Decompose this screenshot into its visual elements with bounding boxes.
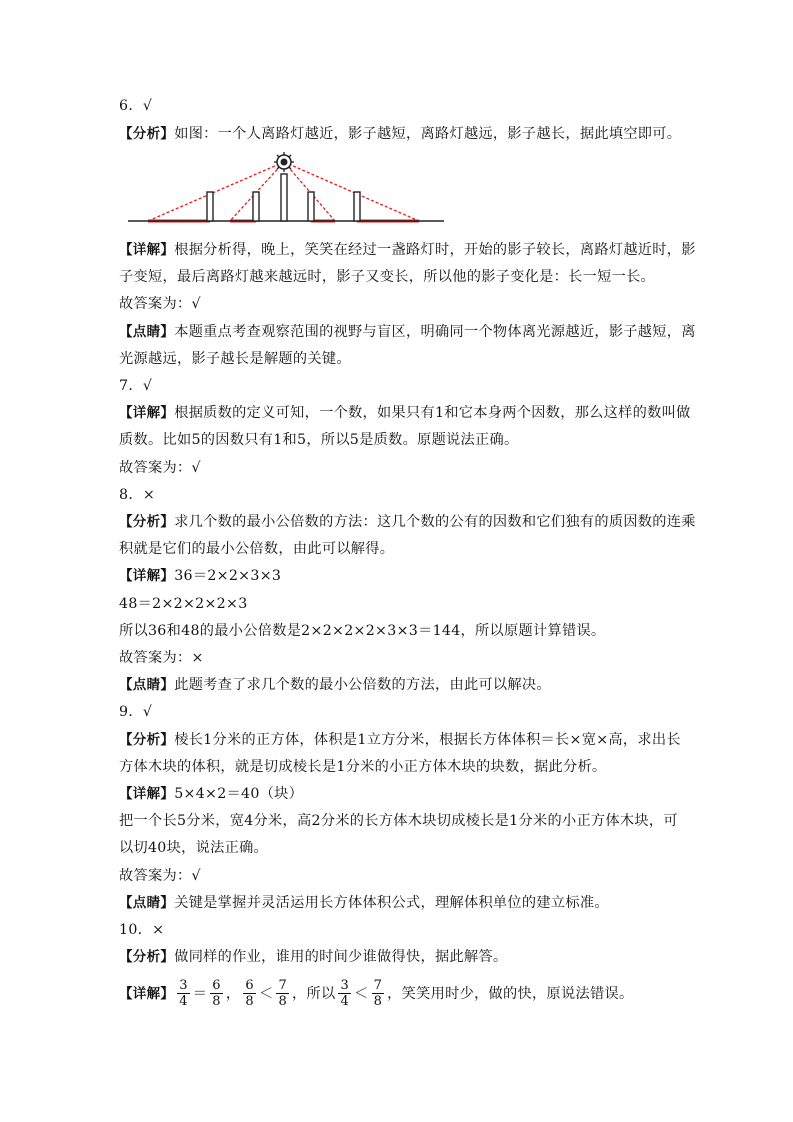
fraction <box>338 979 351 1008</box>
section-tag: 【点睛】 <box>119 677 175 693</box>
analysis-9-line1 <box>119 730 679 750</box>
line-text: 根据质数的定义可知，一个数，如果只有1和它本身两个因数，那么这样的数叫做 <box>174 405 691 421</box>
line-text: 故答案为：√ <box>119 868 201 884</box>
line-text: 关键是掌握并灵活运用长方体体积公式，理解体积单位的建立标准。 <box>174 895 609 911</box>
section-tag: 【分析】 <box>119 949 175 965</box>
answer-9 <box>119 702 679 722</box>
section-tag: 【详解】 <box>119 568 175 584</box>
denominator: 4 <box>340 994 350 1009</box>
numerator: 7 <box>278 978 288 993</box>
denominator: 8 <box>212 994 221 1009</box>
line-text: 36＝2×2×3×3 <box>174 568 282 584</box>
lamp-icon <box>274 152 294 172</box>
section-tag: 【详解】 <box>119 242 175 258</box>
detail-7-line2 <box>119 430 679 450</box>
line-text: 5×4×2＝40（块） <box>174 786 304 802</box>
denominator: 4 <box>179 994 188 1009</box>
line-text: 根据分析得，晚上，笑笑在经过一盏路灯时，开始的影子较长，离路灯越近时，影 <box>174 242 696 258</box>
line-text: 所以36和48的最小公倍数是2×2×2×2×3×3＝144，所以原题计算错误。 <box>119 623 606 639</box>
denominator: 8 <box>278 994 288 1009</box>
line-text: 故答案为：√ <box>119 296 201 312</box>
answer-line-7 <box>119 458 679 478</box>
fraction <box>243 979 256 1008</box>
line-text: 7．√ <box>119 378 153 394</box>
punctuation: ， <box>225 985 241 1002</box>
answer-line-8 <box>119 648 679 668</box>
section-tag: 【点睛】 <box>119 895 175 911</box>
line-text: 8．× <box>119 487 156 503</box>
figures <box>207 174 360 221</box>
numerator: 3 <box>179 978 188 993</box>
line-text: 48＝2×2×2×2×3 <box>119 596 248 612</box>
line-text: 如图：一个人离路灯越近，影子越短，离路灯越远，影子越长，据此填空即可。 <box>174 126 682 142</box>
numerator: 7 <box>373 978 383 993</box>
person-figure <box>308 192 314 221</box>
detail-10 <box>119 979 679 1008</box>
line-text: 质数。比如5的因数只有1和5，所以5是质数。原题说法正确。 <box>119 432 519 448</box>
line-text: 故答案为：√ <box>119 460 201 476</box>
line-text: 9．√ <box>119 704 153 720</box>
operator: ＝ <box>192 985 208 1002</box>
numerator: 6 <box>245 978 254 993</box>
answer-8 <box>119 485 679 505</box>
remark-8 <box>119 675 679 695</box>
section-tag: 【分析】 <box>119 514 175 530</box>
line-text: 10．× <box>119 922 165 938</box>
line-text: 以切40块，说法正确。 <box>119 840 269 856</box>
line-text: 本题重点考查观察范围的视野与盲区，明确同一个物体离光源越近，影子越短，离 <box>174 324 696 340</box>
section-tag: 【点睛】 <box>119 324 175 340</box>
detail-9-line2 <box>119 811 679 831</box>
line-text: 做同样的作业，谁用的时间少谁做得快，据此解答。 <box>174 949 508 965</box>
answer-line-9 <box>119 866 679 886</box>
section-tag: 【分析】 <box>119 126 175 142</box>
numerator: 3 <box>340 978 350 993</box>
line-text: 方体木块的体积，就是切成棱长是1分米的小正方体木块的块数，据此分析。 <box>119 759 607 775</box>
line-text: 积就是它们的最小公倍数，由此可以解得。 <box>119 541 395 557</box>
answer-7 <box>119 376 679 396</box>
operator: ＜ <box>354 985 369 1002</box>
analysis-6 <box>119 124 682 144</box>
line-text: 求几个数的最小公倍数的方法：这几个数的公有的因数和它们独有的质因数的连乘 <box>174 514 696 530</box>
section-tag: 【分析】 <box>119 732 175 748</box>
person-figure <box>253 192 259 221</box>
operator: ＜ <box>258 985 274 1002</box>
analysis-8-line1 <box>119 512 696 532</box>
fraction <box>372 979 385 1008</box>
line-text: 6．√ <box>119 98 153 114</box>
street-lamp-shadow-diagram <box>126 152 446 224</box>
detail-8-line1 <box>119 566 679 586</box>
fraction <box>177 979 190 1008</box>
remark-6-line2 <box>119 349 679 369</box>
remark-9 <box>119 893 679 913</box>
line-text: 把一个长5分米，宽4分米，高2分米的长方体木块切成棱长是1分米的小正方体木块，可 <box>119 813 678 829</box>
person-figure <box>354 192 360 221</box>
analysis-8-line2 <box>119 539 679 559</box>
analysis-9-line2 <box>119 757 679 777</box>
section-tag: 【详解】 <box>119 786 175 802</box>
light-ray <box>284 162 419 221</box>
detail-8-line3 <box>119 621 679 641</box>
fraction <box>210 979 223 1008</box>
line-text: 棱长1分米的正方体，体积是1立方分米，根据长方体体积＝长×宽×高，求出长 <box>174 732 681 748</box>
remark-6-line1 <box>119 322 696 342</box>
line-text: 此题考查了求几个数的最小公倍数的方法，由此可以解决。 <box>174 677 551 693</box>
detail-9-line3 <box>119 838 679 858</box>
denominator: 8 <box>373 994 383 1009</box>
detail-9-line1 <box>119 784 679 804</box>
section-tag: 【详解】 <box>119 405 175 421</box>
section-tag: 【详解】 <box>119 985 175 1002</box>
detail-8-line2 <box>119 594 679 614</box>
numerator: 6 <box>212 978 221 993</box>
detail-6-line2 <box>119 267 679 287</box>
answer-10 <box>119 920 679 940</box>
denominator: 8 <box>245 994 254 1009</box>
person-figure <box>207 192 213 221</box>
answer-6 <box>119 96 679 116</box>
line-text: 故答案为：× <box>119 650 204 666</box>
line-text: ，笑笑用时少，做的快，原说法错误。 <box>387 985 634 1002</box>
line-text: ，所以 <box>292 985 336 1002</box>
detail-7-line1 <box>119 403 691 423</box>
answer-line-6 <box>119 294 679 314</box>
fraction <box>276 979 289 1008</box>
analysis-10 <box>119 947 679 967</box>
lamp-post <box>281 174 287 221</box>
detail-6-line1 <box>119 240 696 260</box>
light-ray <box>148 162 284 221</box>
line-text: 子变短，最后离路灯越来越远时，影子又变长，所以他的影子变化是：长一短一长。 <box>119 269 656 285</box>
line-text: 光源越远，影子越长是解题的关键。 <box>119 351 351 367</box>
